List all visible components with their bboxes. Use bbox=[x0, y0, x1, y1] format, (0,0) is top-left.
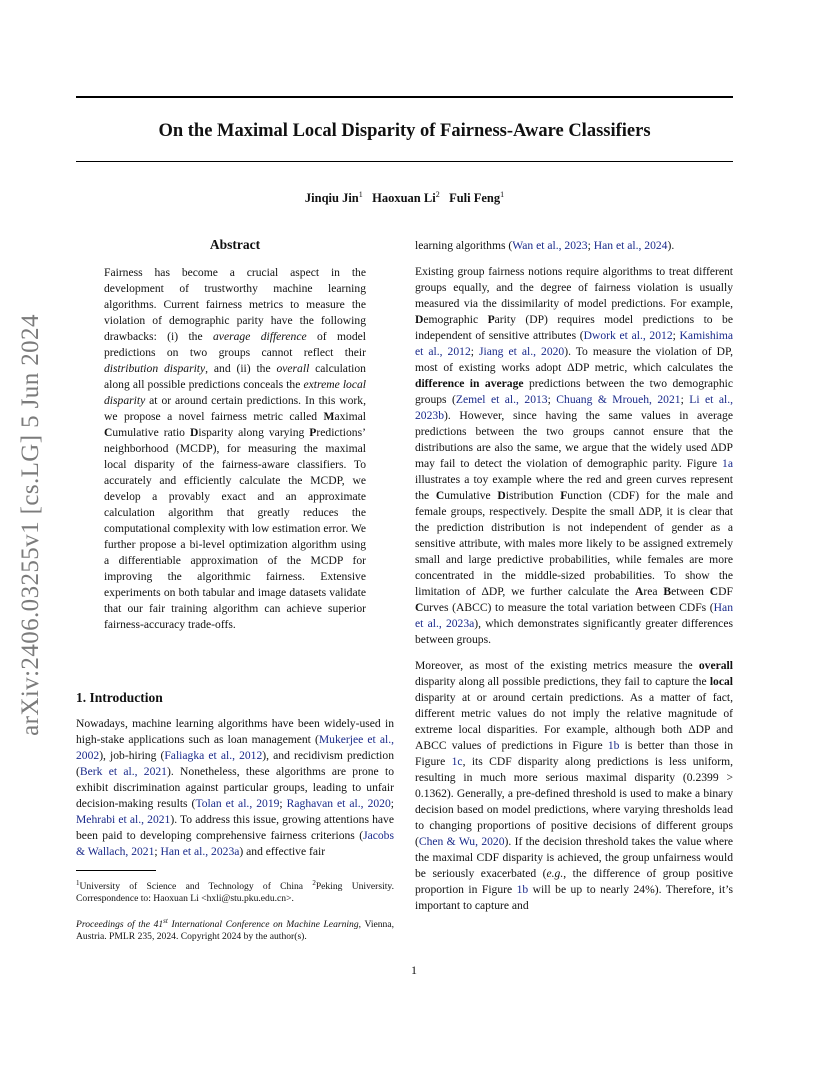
author-name: Haoxuan Li bbox=[372, 191, 436, 206]
citation-link[interactable]: Mukerjee et al., 2002 bbox=[76, 733, 395, 762]
figure-link[interactable]: 1b bbox=[607, 739, 620, 752]
citation-link[interactable]: Chuang & Mroueh, 2021 bbox=[556, 393, 681, 406]
author-list bbox=[76, 190, 733, 206]
citation-link[interactable]: Raghavan et al., 2020 bbox=[286, 797, 391, 810]
citation-link[interactable]: Wan et al., 2023 bbox=[512, 239, 588, 252]
author-name: Jinqiu Jin bbox=[304, 191, 359, 206]
citation-link[interactable]: Jiang et al., 2020 bbox=[478, 345, 565, 358]
footnote-affiliation-1: University of Science and Technology of China bbox=[79, 881, 304, 893]
left-column bbox=[76, 237, 394, 633]
citation-link[interactable]: Faliagka et al., 2012 bbox=[164, 749, 263, 762]
citation-link[interactable]: Dwork et al., 2012 bbox=[583, 329, 673, 342]
intro-paragraph: Existing group fairness notions require algorithms to treat different groups equally, and the degree of fairness violation is usually measured via the dissimilarity of model predictions. For example, Demographic Parity (DP) requires model predictions to be independent of sensitive attributes (Dwork et al., 2012; Kamishima et al., 2012; Jiang et al., 2020). To measure the violation of DP, most of existing works adopt ΔDP metric, which calculates the difference in average predictions between the two demographic groups (Zemel et al., 2013; Chuang & Mroueh, 2021; Li et al., 2023b). However, since having the same values in average predictions between the two groups cannot ensure that the distributions are also the same, we argue that the widely used ΔDP may fail to detect the violation of demographic parity. Figure 1a illustrates a toy example where the red and green curves represent the Cumulative Distribution Function (CDF) for the male and female groups, respectively. Despite the small ΔDP, it is clear that the prediction distribution is not independent of gender as a sensitive attribute, with males more likely to be assigned extremely small and large predictive probabilities, while females are more concentrated in the middle-sized probabilities. To show the limitation of ΔDP, we further calculate the Area Between CDF Curves (ABCC) to measure the total variation between CDFs (Han et al., 2023a), which demonstrates significantly greater differences between groups. bbox=[415, 265, 734, 646]
page-number: 1 bbox=[411, 963, 417, 977]
citation-link[interactable]: Han et al., 2024 bbox=[593, 239, 668, 252]
author-affiliation-mark: 1 bbox=[358, 190, 363, 199]
abstract-heading: Abstract bbox=[209, 237, 261, 252]
figure-link[interactable]: 1a bbox=[722, 457, 733, 470]
footnote-affiliation-2: Peking University. Correspondence to: Haoxuan Li <hxli@stu.pku.edu.cn>. bbox=[76, 881, 394, 905]
citation-link[interactable]: Han et al., 2023a bbox=[415, 601, 733, 630]
figure-link[interactable]: 1b bbox=[516, 883, 529, 896]
figure-link[interactable]: 1c bbox=[451, 755, 463, 768]
author-affiliation-mark: 2 bbox=[435, 190, 440, 199]
affiliation-footnote: $^1$University of Science and Technology of China $^2$Peking University. Correspondence to: Haoxuan Li <hxli@stu.pku.edu.cn>. bbox=[76, 879, 394, 905]
citation-link[interactable]: Berk et al., 2021 bbox=[79, 765, 167, 778]
author-affiliation-mark: 1 bbox=[500, 190, 505, 199]
citation-link[interactable]: Tolan et al., 2019 bbox=[195, 797, 280, 810]
right-column bbox=[415, 238, 733, 924]
arxiv-identifier: arXiv:2406.03255v1 [cs.LG] 5 Jun 2024 bbox=[17, 314, 44, 736]
citation-link[interactable]: Han et al., 2023a bbox=[160, 845, 240, 858]
intro-paragraph: Nowadays, machine learning algorithms have been widely-used in high-stake applications such as loan management (Mukerjee et al., 2002), job-hiring (Faliagka et al., 2012), and recidivism prediction (Berk et al., 2021). Nonetheless, these algorithms are prone to exhibit discrimination against particular groups, leading to unfair decision-making results (Tolan et al., 2019; Raghavan et al., 2020; Mehrabi et al., 2021). To address this issue, growing attentions have been paid to developing comprehensive fairness criterions (Jacobs & Wallach, 2021; Han et al., 2023a) and effective fair bbox=[76, 717, 395, 858]
citation-link[interactable]: Zemel et al., 2013 bbox=[455, 393, 548, 406]
intro-paragraph: Moreover, as most of the existing metrics measure the overall disparity along all possible predictions, they fail to capture the local disparity at or around certain predictions. As a matter of fact, different metric values do not imply the relative magnitude of extreme local disparities. For example, although both ΔDP and ABCC values of predictions in Figure 1b is better than those in Figure 1c, its CDF disparity along predictions is less uniform, resulting in much more serious maximal disparity (0.2399 > 0.1362). Generally, a pre-defined threshold is used to make a binary decision based on model predictions, where varying thresholds lead to changing proportions of positive decisions of different groups (Chen & Wu, 2020). If the decision threshold takes the value where the maximal CDF disparity is achieved, the group unfairness would be seriously exacerbated (e.g., the difference of group positive proportion in Figure 1b will be up to nearly 24%). Therefore, it’s important to capture and bbox=[415, 659, 734, 912]
citation-link[interactable]: Mehrabi et al., 2021 bbox=[76, 813, 171, 826]
paper-title: On the Maximal Local Disparity of Fairness-Aware Classifiers bbox=[158, 121, 651, 141]
citation-link[interactable]: Li et al., 2023b bbox=[415, 393, 734, 422]
title-top-rule bbox=[76, 96, 733, 98]
abstract-body: Fairness has become a crucial aspect in the development of trustworthy machine learning algorithms. Current fairness metrics to measure the violation of demographic parity have the following drawbacks: (i) the average difference of model predictions on two groups cannot reflect their distribution disparity, and (ii) the overall calculation along all possible predictions conceals the extreme local disparity at or around certain predictions. In this work, we propose a novel fairness metric called Maximal Cumulative ratio Disparity along varying Predictions’ neighborhood (MCDP), for measuring the maximal local disparity of the fairness-aware classifiers. To accurately and efficiently calculate the MCDP, we develop a provably exact and an approximate calculation algorithm that greatly reduces the computational complexity with low estimation error. We further propose a bi-level optimization algorithm using a differentiable approximation of the MCDP for improving the algorithmic fairness. Extensive experiments on both tabular and image datasets validate that our fair training algorithm can achieve superior fairness-accuracy trade-offs. bbox=[104, 266, 366, 631]
title-bottom-rule bbox=[76, 161, 733, 162]
author-name: Fuli Feng bbox=[449, 191, 501, 206]
proceedings-footnote: Proceedings of the 41st International Conference on Machine Learning, Vienna, Austria. PMLR 235, 2024. Copyright 2024 by the author(s). bbox=[76, 917, 395, 943]
introduction-section bbox=[76, 690, 394, 953]
introduction-heading: 1. Introduction bbox=[76, 690, 163, 705]
citation-link[interactable]: Jacobs & Wallach, 2021 bbox=[76, 829, 394, 858]
intro-paragraph: learning algorithms (Wan et al., 2023; Han et al., 2024). bbox=[415, 239, 675, 252]
footnote-rule bbox=[76, 870, 156, 871]
arxiv-sidebar bbox=[4, 298, 58, 752]
citation-link[interactable]: Chen & Wu, 2020 bbox=[418, 835, 505, 848]
citation-link[interactable]: Kamishima et al., 2012 bbox=[415, 329, 733, 358]
